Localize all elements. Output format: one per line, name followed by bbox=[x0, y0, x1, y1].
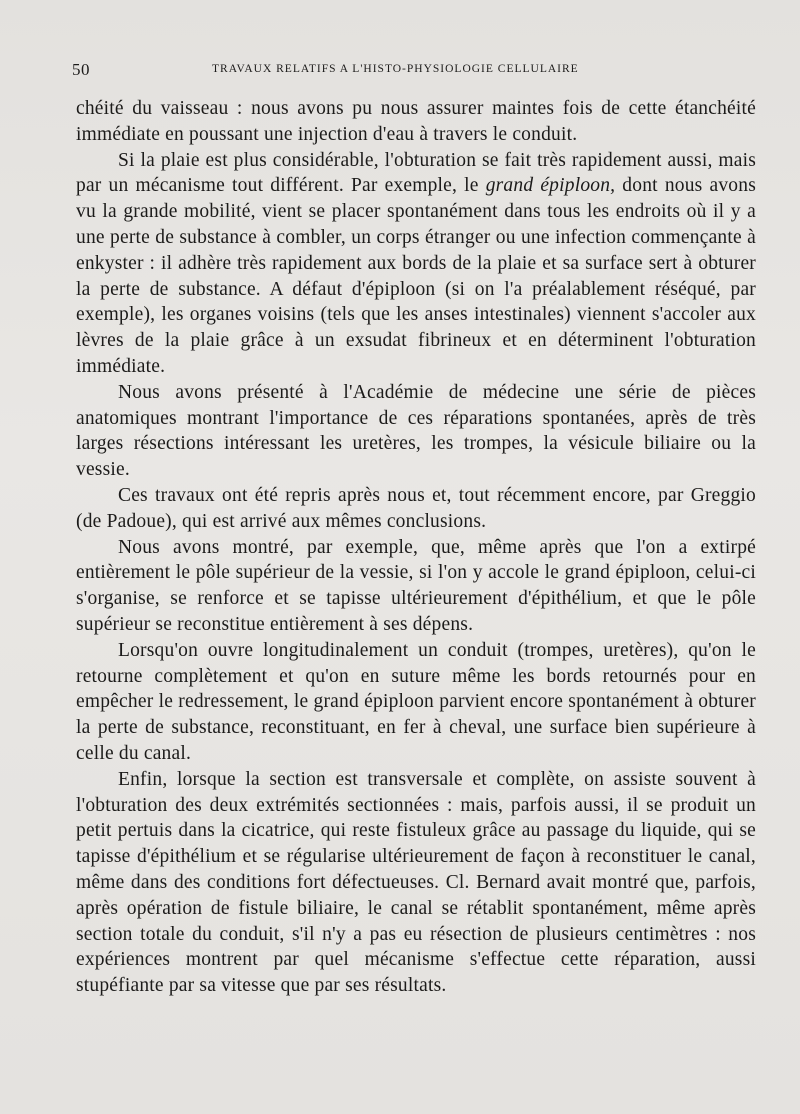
running-title: TRAVAUX RELATIFS A L'HISTO-PHYSIOLOGIE CELLULAIRE bbox=[212, 63, 579, 75]
body-text bbox=[76, 96, 756, 999]
paragraph-section-transversale: Enfin, lorsque la section est transversale et complète, on assiste souvent à l'obturation des deux extrémités sectionnées : mais, parfois aussi, il se produit un petit pertuis dans la cicatrice, qui reste fistuleux grâce au passage du liquide, qui se tapisse d'épithélium et se régularise ultérieurement de façon à reconstituer le canal, même dans des conditions fort défectueuses. Cl. Bernard avait montré que, parfois, après opération de fistule biliaire, le canal se rétablit spontanément, même après section totale du conduit, s'il n'y a pas eu résection de plusieurs centimètres : nos expériences montrent par quel mécanisme s'effectue cette réparation, aussi stupéfiante par sa vitesse que par ses résultats. bbox=[76, 768, 756, 997]
paragraph-epiploon-part-b: dont nous avons vu la grande mobilité, vient se placer spontanément dans tous les endroits où il y a une perte de substance à combler, un corps étranger ou une infection commençante à enkyster : il adhère très rapidement aux bords de la plaie et sa surface sert à obturer la perte de substance. A défaut d'épiploon (si on l'a préalablement réséqué, par exemple), les organes voisins (tels que les anses intestinales) viennent s'accoler aux lèvres de la plaie grâce à un exsudat fibrineux et en déterminent l'obturation immédiate. bbox=[76, 175, 756, 377]
grand-epiploon-term: grand épiploon, bbox=[485, 175, 616, 197]
paragraph-greggio: Ces travaux ont été repris après nous et, tout récemment encore, par Greggio (de Padoue), qui est arrivé aux mêmes conclusions. bbox=[76, 484, 756, 532]
paragraph-epiploon bbox=[76, 148, 756, 380]
paragraph-vessie: Nous avons montré, par exemple, que, même après que l'on a extirpé entièrement le pôle supérieur de la vessie, si l'on y accole le grand épiploon, celui-ci s'organise, se renforce et se tapisse ultérieurement d'épithélium, et que le pôle supérieur se reconstitue entièrement à ses dépens. bbox=[76, 536, 756, 635]
paragraph-academie: Nous avons présenté à l'Académie de médecine une série de pièces anatomiques montrant l'importance de ces réparations spontanées, après de très larges résections intéressant les uretères, les trompes, la vésicule biliaire ou la vessie. bbox=[76, 381, 756, 481]
page-header bbox=[72, 60, 752, 84]
page-number: 50 bbox=[72, 60, 90, 79]
paragraph-continuation: chéité du vaisseau : nous avons pu nous assurer maintes fois de cette étanchéité immédiate en poussant une injection d'eau à travers le conduit. bbox=[76, 98, 756, 145]
paragraph-epiploon-part-a: Si la plaie est plus considérable, l'obturation se fait très rapidement aussi, mais par un mécanisme tout différent. Par exemple, le bbox=[76, 149, 756, 197]
paragraph-conduit: Lorsqu'on ouvre longitudinalement un conduit (trompes, uretères), qu'on le retourne complètement et qu'on en suture même les bords retournés pour en empêcher le redressement, le grand épiploon parvient encore spontanément à obturer la perte de substance, reconstituant, en fer à cheval, une surface bien supérieure à celle du canal. bbox=[76, 639, 756, 764]
